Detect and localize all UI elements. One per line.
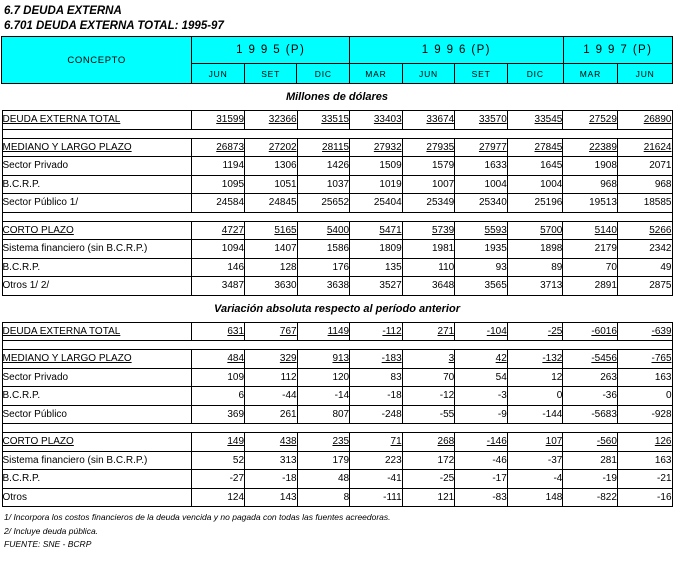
section-title-millones: Millones de dólares	[285, 91, 389, 103]
row-value: 1579	[402, 157, 455, 176]
row-value: 0	[617, 387, 672, 406]
row-value: 120	[297, 368, 350, 387]
section-variacion	[2, 296, 673, 508]
section-variacion-rows	[2, 322, 673, 508]
table-row	[2, 111, 672, 130]
row-value: 1004	[455, 175, 508, 194]
row-value: -25	[507, 322, 563, 341]
row-value: -5683	[563, 405, 618, 424]
header-month-1997-jun: JUN	[618, 64, 673, 84]
row-value: 179	[297, 451, 350, 470]
row-value: 32366	[245, 111, 298, 130]
row-value: 329	[245, 350, 298, 369]
row-value: 968	[617, 175, 672, 194]
header-month-1996-set: SET	[455, 64, 508, 84]
row-value: -27	[192, 470, 245, 489]
row-label	[2, 111, 192, 130]
header-month-1995-set: SET	[244, 64, 297, 84]
row-value: 2891	[563, 277, 618, 296]
row-value: -4	[507, 470, 563, 489]
footnote-1: 1/ Incorpora los costos financieros de la deuda vencida y no pagada con todas las fuentes acreedoras.	[4, 512, 391, 522]
row-value: 121	[402, 488, 455, 507]
table-row	[2, 368, 672, 387]
header-concepto: CONCEPTO	[2, 37, 192, 84]
row-value: 4727	[192, 221, 245, 240]
row-label: Sector Público 1/	[2, 194, 192, 213]
row-label: B.C.R.P.	[2, 387, 192, 406]
row-value: 1898	[507, 240, 563, 259]
row-label: Sistema financiero (sin B.C.R.P.)	[2, 451, 192, 470]
row-value: 27529	[563, 111, 618, 130]
section-millones-rows	[2, 110, 673, 296]
row-value: 109	[192, 368, 245, 387]
row-label: Sector Público	[2, 405, 192, 424]
row-value: 49	[617, 258, 672, 277]
row-value: 33403	[350, 111, 403, 130]
table-row	[2, 157, 672, 176]
row-value: 1019	[350, 175, 403, 194]
row-value: 5266	[617, 221, 672, 240]
row-value: 3713	[507, 277, 563, 296]
row-value: 28115	[297, 138, 350, 157]
row-value: 1407	[245, 240, 298, 259]
row-value: 1633	[455, 157, 508, 176]
table-row	[2, 451, 672, 470]
row-value: -639	[617, 322, 672, 341]
table-row	[2, 433, 672, 452]
row-value: 807	[297, 405, 350, 424]
deuda-externa-table	[1, 36, 673, 507]
row-value: 913	[297, 350, 350, 369]
row-value: -12	[402, 387, 455, 406]
header-month-1997-mar: MAR	[563, 64, 618, 84]
row-value: 3487	[192, 277, 245, 296]
row-value: -928	[617, 405, 672, 424]
table-row	[2, 138, 672, 157]
row-value: -248	[350, 405, 403, 424]
row-label: Otros 1/ 2/	[2, 277, 192, 296]
row-value: 83	[350, 368, 403, 387]
row-value: 3527	[350, 277, 403, 296]
row-value: 24584	[192, 194, 245, 213]
spacer-row	[2, 341, 672, 350]
row-value: 5140	[563, 221, 618, 240]
row-value: 110	[402, 258, 455, 277]
row-value: 271	[402, 322, 455, 341]
row-value: 1051	[245, 175, 298, 194]
table-row	[2, 488, 672, 507]
row-value: 6	[192, 387, 245, 406]
row-value: 48	[297, 470, 350, 489]
row-value: -16	[617, 488, 672, 507]
row-value: 1935	[455, 240, 508, 259]
header-year-1996: 1 9 9 6 (P)	[350, 37, 564, 64]
row-value: 438	[245, 433, 298, 452]
table-row	[2, 405, 672, 424]
row-value: 25404	[350, 194, 403, 213]
document-titles	[0, 0, 674, 36]
row-value: 3648	[402, 277, 455, 296]
row-value: 25340	[455, 194, 508, 213]
row-value: -55	[402, 405, 455, 424]
row-value: -3	[455, 387, 508, 406]
header-month-1996-dic: DIC	[507, 64, 563, 84]
row-value: 26890	[617, 111, 672, 130]
row-value: -19	[563, 470, 618, 489]
source-note: FUENTE: SNE - BCRP	[4, 539, 92, 549]
row-label: Otros	[2, 488, 192, 507]
row-value: 93	[455, 258, 508, 277]
row-value: 1908	[563, 157, 618, 176]
row-value: -83	[455, 488, 508, 507]
row-value: 8	[297, 488, 350, 507]
row-value: 163	[617, 368, 672, 387]
section-title-variacion: Variación absoluta respecto al período anterior	[214, 302, 460, 315]
row-value: -104	[455, 322, 508, 341]
row-label-text: CORTO PLAZO	[2, 436, 74, 447]
row-value: 484	[192, 350, 245, 369]
row-label: B.C.R.P.	[2, 175, 192, 194]
row-value: -765	[617, 350, 672, 369]
table-row	[2, 240, 672, 259]
row-value: 128	[245, 258, 298, 277]
table-row	[2, 470, 672, 489]
row-value: 5593	[455, 221, 508, 240]
row-value: 1586	[297, 240, 350, 259]
row-value: -17	[455, 470, 508, 489]
row-value: 146	[192, 258, 245, 277]
row-value: -111	[350, 488, 403, 507]
row-label-text: DEUDA EXTERNA TOTAL	[2, 325, 121, 337]
footnote-2: 2/ Incluye deuda pública.	[4, 525, 99, 536]
row-value: 5739	[402, 221, 455, 240]
row-value: -144	[507, 405, 563, 424]
row-value: 33515	[297, 111, 350, 130]
row-value: 149	[192, 433, 245, 452]
row-value: -41	[350, 470, 403, 489]
row-value: 54	[455, 368, 508, 387]
row-value: -132	[507, 350, 563, 369]
footnotes	[0, 507, 674, 552]
row-value: 3565	[455, 277, 508, 296]
row-value: 2342	[617, 240, 672, 259]
row-value: 22389	[563, 138, 618, 157]
row-value: 12	[507, 368, 563, 387]
title-section: 6.7 DEUDA EXTERNA	[4, 5, 122, 17]
row-value: 313	[245, 451, 298, 470]
row-value: -14	[297, 387, 350, 406]
table-row	[2, 277, 672, 296]
row-value: 27845	[507, 138, 563, 157]
row-value: 1809	[350, 240, 403, 259]
row-label	[2, 350, 192, 369]
row-label-text: MEDIANO Y LARGO PLAZO	[2, 141, 132, 153]
row-value: 5400	[297, 221, 350, 240]
row-value: 3638	[297, 277, 350, 296]
row-value: 2071	[617, 157, 672, 176]
table-row	[2, 194, 672, 213]
row-value: 21624	[617, 138, 672, 157]
row-value: -18	[350, 387, 403, 406]
row-value: 27202	[245, 138, 298, 157]
row-value: 124	[192, 488, 245, 507]
header-month-1995-jun: JUN	[192, 64, 245, 84]
row-value: 2875	[617, 277, 672, 296]
row-value: 968	[563, 175, 618, 194]
row-value: 25196	[507, 194, 563, 213]
header-month-1995-dic: DIC	[297, 64, 350, 84]
row-value: 143	[245, 488, 298, 507]
row-value: 1194	[192, 157, 245, 176]
row-value: 1149	[297, 322, 350, 341]
row-value: 1645	[507, 157, 563, 176]
row-value: 42	[455, 350, 508, 369]
row-label: Sector Privado	[2, 368, 192, 387]
row-value: 1004	[507, 175, 563, 194]
row-value: 268	[402, 433, 455, 452]
row-value: 163	[617, 451, 672, 470]
row-value: 52	[192, 451, 245, 470]
header-year-1995: 1 9 9 5 (P)	[192, 37, 350, 64]
row-label	[2, 138, 192, 157]
row-value: -6016	[563, 322, 618, 341]
row-label: B.C.R.P.	[2, 258, 192, 277]
table-row	[2, 322, 672, 341]
row-value: 5700	[507, 221, 563, 240]
row-value: 26873	[192, 138, 245, 157]
row-value: 172	[402, 451, 455, 470]
row-value: -183	[350, 350, 403, 369]
row-value: 70	[402, 368, 455, 387]
row-value: -18	[245, 470, 298, 489]
row-value: 27935	[402, 138, 455, 157]
row-value: -5456	[563, 350, 618, 369]
row-label-text: MEDIANO Y LARGO PLAZO	[2, 353, 132, 364]
row-value: -822	[563, 488, 618, 507]
row-value: 135	[350, 258, 403, 277]
row-value: -560	[563, 433, 618, 452]
row-value: 369	[192, 405, 245, 424]
section-millones	[2, 84, 673, 296]
row-value: 1094	[192, 240, 245, 259]
row-value: 263	[563, 368, 618, 387]
row-value: 18585	[617, 194, 672, 213]
row-value: 0	[507, 387, 563, 406]
table-body	[2, 84, 673, 508]
row-value: 31599	[192, 111, 245, 130]
table-row	[2, 175, 672, 194]
header-month-1996-jun: JUN	[402, 64, 455, 84]
row-label: Sector Privado	[2, 157, 192, 176]
row-value: 126	[617, 433, 672, 452]
row-label: B.C.R.P.	[2, 470, 192, 489]
row-value: -36	[563, 387, 618, 406]
row-value: 24845	[245, 194, 298, 213]
row-value: 148	[507, 488, 563, 507]
row-value: 5165	[245, 221, 298, 240]
row-value: -25	[402, 470, 455, 489]
row-value: 1509	[350, 157, 403, 176]
row-value: 261	[245, 405, 298, 424]
table-row	[2, 221, 672, 240]
header-year-1997: 1 9 9 7 (P)	[563, 37, 672, 64]
header-month-1996-mar: MAR	[350, 64, 403, 84]
row-label-text: DEUDA EXTERNA TOTAL	[2, 114, 121, 125]
row-value: 1007	[402, 175, 455, 194]
title-table: 6.701 DEUDA EXTERNA TOTAL: 1995-97	[4, 20, 224, 32]
row-value: -37	[507, 451, 563, 470]
row-value: 3630	[245, 277, 298, 296]
row-value: -46	[455, 451, 508, 470]
row-value: 2179	[563, 240, 618, 259]
row-value: 33545	[507, 111, 563, 130]
row-value: 1981	[402, 240, 455, 259]
spacer-row	[2, 212, 672, 221]
row-value: -44	[245, 387, 298, 406]
spacer-row	[2, 424, 672, 433]
row-value: 33570	[455, 111, 508, 130]
row-value: 767	[245, 322, 298, 341]
row-value: 70	[563, 258, 618, 277]
row-value: 1037	[297, 175, 350, 194]
row-value: 1306	[245, 157, 298, 176]
row-value: -9	[455, 405, 508, 424]
row-value: 27977	[455, 138, 508, 157]
row-value: 223	[350, 451, 403, 470]
row-value: -146	[455, 433, 508, 452]
row-label	[2, 221, 192, 240]
row-value: 33674	[402, 111, 455, 130]
row-value: 1095	[192, 175, 245, 194]
header-row-years	[2, 37, 673, 64]
row-value: 89	[507, 258, 563, 277]
row-value: 176	[297, 258, 350, 277]
row-label	[2, 322, 192, 341]
row-value: 631	[192, 322, 245, 341]
row-value: 19513	[563, 194, 618, 213]
row-value: 3	[402, 350, 455, 369]
row-value: -112	[350, 322, 403, 341]
row-value: 71	[350, 433, 403, 452]
row-value: -21	[617, 470, 672, 489]
row-label	[2, 433, 192, 452]
row-value: 27932	[350, 138, 403, 157]
spacer-row	[2, 129, 672, 138]
row-value: 1426	[297, 157, 350, 176]
table-row	[2, 350, 672, 369]
row-value: 112	[245, 368, 298, 387]
row-value: 25349	[402, 194, 455, 213]
row-value: 107	[507, 433, 563, 452]
table-row	[2, 258, 672, 277]
row-value: 235	[297, 433, 350, 452]
table-body-row	[2, 84, 673, 508]
table-row	[2, 387, 672, 406]
row-value: 5471	[350, 221, 403, 240]
row-value: 25652	[297, 194, 350, 213]
row-value: 281	[563, 451, 618, 470]
row-label: Sistema financiero (sin B.C.R.P.)	[2, 240, 192, 259]
row-label-text: CORTO PLAZO	[2, 224, 74, 236]
